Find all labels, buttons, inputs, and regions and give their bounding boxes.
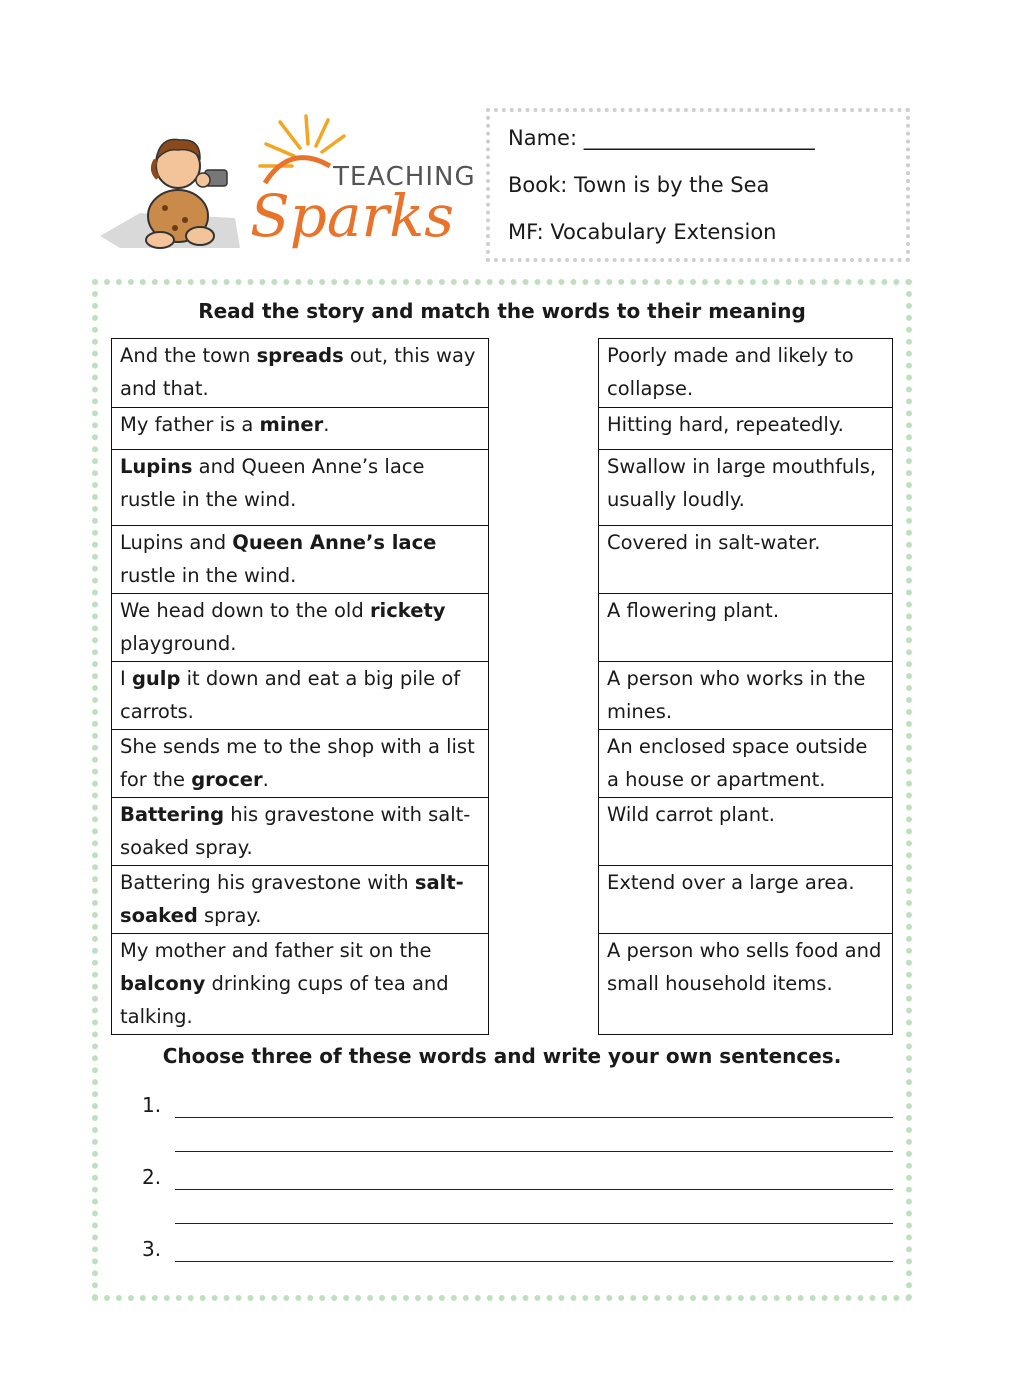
sentence-text: it down and eat a big pile of carrots. bbox=[120, 667, 461, 723]
meaning-cell: Extend over a large area. bbox=[599, 866, 893, 934]
sentence-cell bbox=[112, 866, 489, 934]
sentence-cell bbox=[112, 798, 489, 866]
number-1: 1. bbox=[142, 1093, 162, 1117]
book-title: Book: Town is by the Sea bbox=[508, 173, 770, 197]
answer-line-1a[interactable] bbox=[175, 1117, 893, 1118]
sentence-text: drinking cups of tea and talking. bbox=[120, 972, 449, 1028]
teaching-sparks-logo bbox=[100, 108, 475, 258]
sentence-text: And the town bbox=[120, 344, 257, 367]
sentence-cell bbox=[112, 339, 489, 408]
answer-line-2b[interactable] bbox=[175, 1223, 893, 1224]
answer-line-1b[interactable] bbox=[175, 1151, 893, 1152]
meanings-table bbox=[598, 338, 893, 1035]
sentence-text: playground. bbox=[120, 632, 237, 655]
meaning-cell: An enclosed space outside a house or apartment. bbox=[599, 730, 893, 798]
sentence-text: spray. bbox=[197, 904, 262, 927]
sentence-text: She sends me to the shop with a list for the bbox=[120, 735, 475, 791]
sentence-text: . bbox=[323, 413, 330, 436]
vocabulary-word: spreads bbox=[256, 344, 344, 367]
meaning-cell: Hitting hard, repeatedly. bbox=[599, 408, 893, 450]
number-3: 3. bbox=[142, 1237, 162, 1261]
number-2: 2. bbox=[142, 1165, 162, 1189]
answer-line-3a[interactable] bbox=[175, 1261, 893, 1262]
answer-line-2a[interactable] bbox=[175, 1189, 893, 1190]
worksheet-box bbox=[92, 279, 912, 1301]
sentence-cell bbox=[112, 408, 489, 450]
vocabulary-word: rickety bbox=[369, 599, 446, 622]
vocabulary-word: Queen Anne’s lace bbox=[232, 531, 437, 554]
sentence-text: Battering his gravestone with bbox=[120, 871, 415, 894]
vocabulary-word: miner bbox=[259, 413, 324, 436]
name-field[interactable]: Name: ______________________ bbox=[508, 126, 815, 150]
meaning-cell: A flowering plant. bbox=[599, 594, 893, 662]
sentence-text: My father is a bbox=[120, 413, 260, 436]
meaning-cell: A person who works in the mines. bbox=[599, 662, 893, 730]
sentence-cell bbox=[112, 730, 489, 798]
sentence-text: his gravestone with salt-soaked spray. bbox=[120, 803, 471, 859]
meaning-cell: Swallow in large mouthfuls, usually loudly. bbox=[599, 450, 893, 526]
sentence-cell bbox=[112, 934, 489, 1035]
sentence-text: rustle in the wind. bbox=[120, 564, 297, 587]
writing-prompt: Choose three of these words and write your own sentences. bbox=[162, 1044, 842, 1068]
student-info-box bbox=[486, 108, 910, 262]
sentence-cell bbox=[112, 662, 489, 730]
sentence-text: We head down to the old bbox=[120, 599, 370, 622]
sentence-text: . bbox=[262, 768, 269, 791]
sentences-table bbox=[111, 338, 489, 1035]
vocabulary-word: Lupins bbox=[120, 455, 193, 478]
sentence-text: out, this way and that. bbox=[120, 344, 476, 400]
vocabulary-word: Battering bbox=[120, 803, 225, 826]
instructions-heading: Read the story and match the words to their meaning bbox=[198, 299, 806, 323]
meaning-cell: Wild carrot plant. bbox=[599, 798, 893, 866]
vocabulary-word: gulp bbox=[131, 667, 181, 690]
sentence-text: I bbox=[120, 667, 132, 690]
vocabulary-word: balcony bbox=[120, 972, 206, 995]
sentence-text: Lupins and bbox=[120, 531, 233, 554]
sentence-cell bbox=[112, 594, 489, 662]
meaning-cell: Poorly made and likely to collapse. bbox=[599, 339, 893, 408]
sentence-cell bbox=[112, 526, 489, 594]
sentence-cell bbox=[112, 450, 489, 526]
meaning-cell: A person who sells food and small household items. bbox=[599, 934, 893, 1035]
vocabulary-word: salt-soaked bbox=[120, 871, 464, 927]
vocabulary-word: grocer bbox=[191, 768, 263, 791]
logo-sparks-text: Sparks bbox=[250, 182, 455, 250]
mf-title: MF: Vocabulary Extension bbox=[508, 220, 777, 244]
sentence-text: My mother and father sit on the bbox=[120, 939, 432, 962]
sentence-text: and Queen Anne’s lace rustle in the wind. bbox=[120, 455, 425, 511]
logo-teaching-text: TEACHING bbox=[333, 162, 475, 192]
meaning-cell: Covered in salt-water. bbox=[599, 526, 893, 594]
